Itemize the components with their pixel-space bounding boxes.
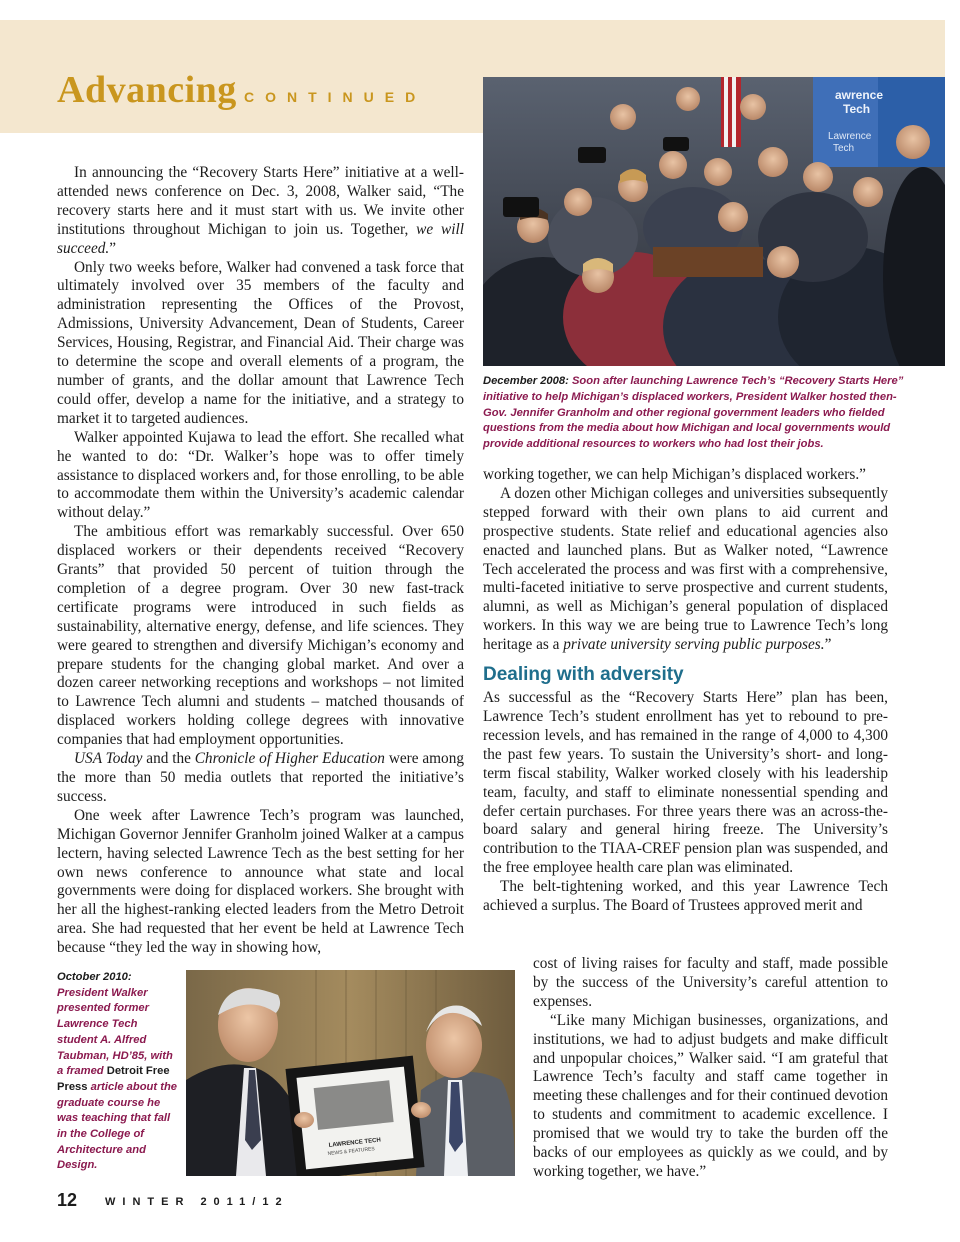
caption-text: Soon after launching Lawrence Tech’s “Recovery Starts Here” initiative to help Michigan’s displaced workers, President Walker hosted then-Gov. Jennifer Granholm and other regional government leaders who fielded questions from the media about how Michigan and local governments would provide additional resources to workers who had lost their jobs. — [483, 375, 904, 451]
page-number: 12 — [57, 1190, 78, 1210]
paragraph: “Like many Michigan businesses, organizations, and institutions, we had to adjust budgets and make difficult and unpopular choices,” Walker said. “I am grateful that Lawrence Tech’s faculty and staff came together in meeting these challenges and for their continued devotion to students and commitment to academic excellence. I promised that we would try to take the burden off the backs of our employees as quickly as we could, and by working together, we have.” — [533, 1011, 888, 1180]
caption-text: President Walker presented former Lawrence Tech student A. Alfred Taubman, HD’85, with a framed — [57, 986, 173, 1078]
photo-caption-bottom — [57, 970, 179, 1174]
paragraph: USA Today and the Chronicle of Higher Education were among the more than 50 media outlets that reported the initiative’s success. — [57, 750, 464, 805]
award-presentation-photo — [186, 970, 515, 1176]
paragraph: Only two weeks before, Walker had convened a task force that ultimately involved over 35 members of the faculty and administration representing the Offices of the Provost, Admissions, University Advancement, Dean of Students, Career Services, Housing, Registrar, and Financial Aid. Their charge was to determine the scope and overall elements of a program, the number of grants, and the dollar amount that Lawrence Tech could offer, develop a name for the initiative, and a strategy to market it to targeted audiences. — [57, 258, 464, 427]
paragraph: One week after Lawrence Tech’s program was launched, Michigan Governor Jennifer Granholm joined Walker at a campus lectern, having selected Lawrence Tech as the best setting for her own news conference to announce what state and local governments were doing for displaced workers. She brought with her all the highest-ranking elected leaders from the Metro Detroit area. She had requested that her event be held at Lawrence Tech because “they led the way in showing how, — [57, 806, 464, 957]
paragraph: The belt-tightening worked, and this year Lawrence Tech achieved a surplus. The Board of Trustees approved merit and — [483, 878, 888, 915]
banner-text: Tech — [833, 143, 855, 154]
press-conference-photo — [483, 77, 945, 366]
caption-text: article about the graduate course he was teaching that fall in the College of Architecture and Design. — [57, 1080, 178, 1172]
press-conference-illustration — [483, 77, 945, 366]
banner-text: Tech — [843, 102, 871, 116]
paragraph: cost of living raises for faculty and staff, made possible by the success of the University’s careful attention to expenses. — [533, 955, 888, 1010]
section-heading: Dealing with adversity — [483, 664, 684, 686]
paragraph: The ambitious effort was remarkably successful. Over 650 displaced workers or their dependents received “Recovery Grants” that provided 50 percent of tuition through the completion of a degree program. Over 30 new fast-track certificate programs were introduced in such fields as sustainability, alternative energy, defense, and life sciences. They were geared to strengthen and diversify Michigan’s economy and prepare students for the changing global market. And over a dozen career networking receptions and workshops – not limited to Lawrence Tech alumni and students – matched thousands of displaced workers holding college degrees with innovative companies that had employment opportunities. — [57, 523, 464, 749]
caption-date: October 2010: — [57, 971, 132, 983]
issue-label: WINTER 2011/12 — [105, 1196, 289, 1208]
paragraph: A dozen other Michigan colleges and universities subsequently stepped forward with their own plans to aid current and prospective students. State relief and educational agencies also enacted and launched plans. But as Walker noted, “Lawrence Tech accelerated the process and was first with a comprehensive, multi-faceted initiative to serve prospective and current students, alumni, as well as Michigan’s general population of displaced workers. In this way we are being true to Lawrence Tech’s long heritage as a private university serving public purposes.” — [483, 484, 888, 654]
paragraph: In announcing the “Recovery Starts Here” initiative at a well-attended news conference on Dec. 3, 2008, Walker said, “The recovery starts here and it must start with us. We invite other institutions throughout Michigan to join us. Together, we will succeed.” — [57, 164, 465, 257]
article-column-right — [483, 466, 888, 916]
section-title: Advancing — [57, 69, 237, 111]
banner-text: awrence — [835, 88, 884, 102]
frame-text: LAWRENCE TECH — [328, 1137, 382, 1149]
article-column-left — [57, 164, 464, 958]
article-column-right-lower — [533, 955, 888, 1182]
banner-text: Lawrence — [828, 131, 872, 142]
award-presentation-illustration — [186, 970, 515, 1176]
frame-text: NEWS & FEATURES — [327, 1146, 376, 1158]
section-subtitle: CONTINUED — [244, 89, 427, 105]
caption-publication: Detroit Free Press — [57, 1065, 170, 1093]
paragraph: As successful as the “Recovery Starts Here” plan has been, Lawrence Tech’s student enrollment has yet to rebound to pre-recession levels, and has remained in the range of 4,000 to 4,300 the past few years. To sustain the University’s short- and long-term fiscal stability, Walker worked closely with his leadership team, faculty, and staff to eliminate nonessential spending and defer certain purchases. For three years there was an across-the-board salary and general hiring freeze. The University’s contribution to the TIAA-CREF pension plan was suspended, and the free employee health care plan was eliminated. — [483, 689, 888, 877]
paragraph: working together, we can help Michigan’s displaced workers.” — [483, 466, 866, 483]
paragraph: Walker appointed Kujawa to lead the effort. She recalled what he wanted to do: “Dr. Walker’s hope was to offer timely assistance to displaced workers and, for those enrolling, to be able to accommodate them within the University’s academic calendar without delay.” — [57, 428, 464, 522]
photo-caption-top — [483, 374, 913, 453]
caption-date: December 2008: — [483, 375, 569, 387]
